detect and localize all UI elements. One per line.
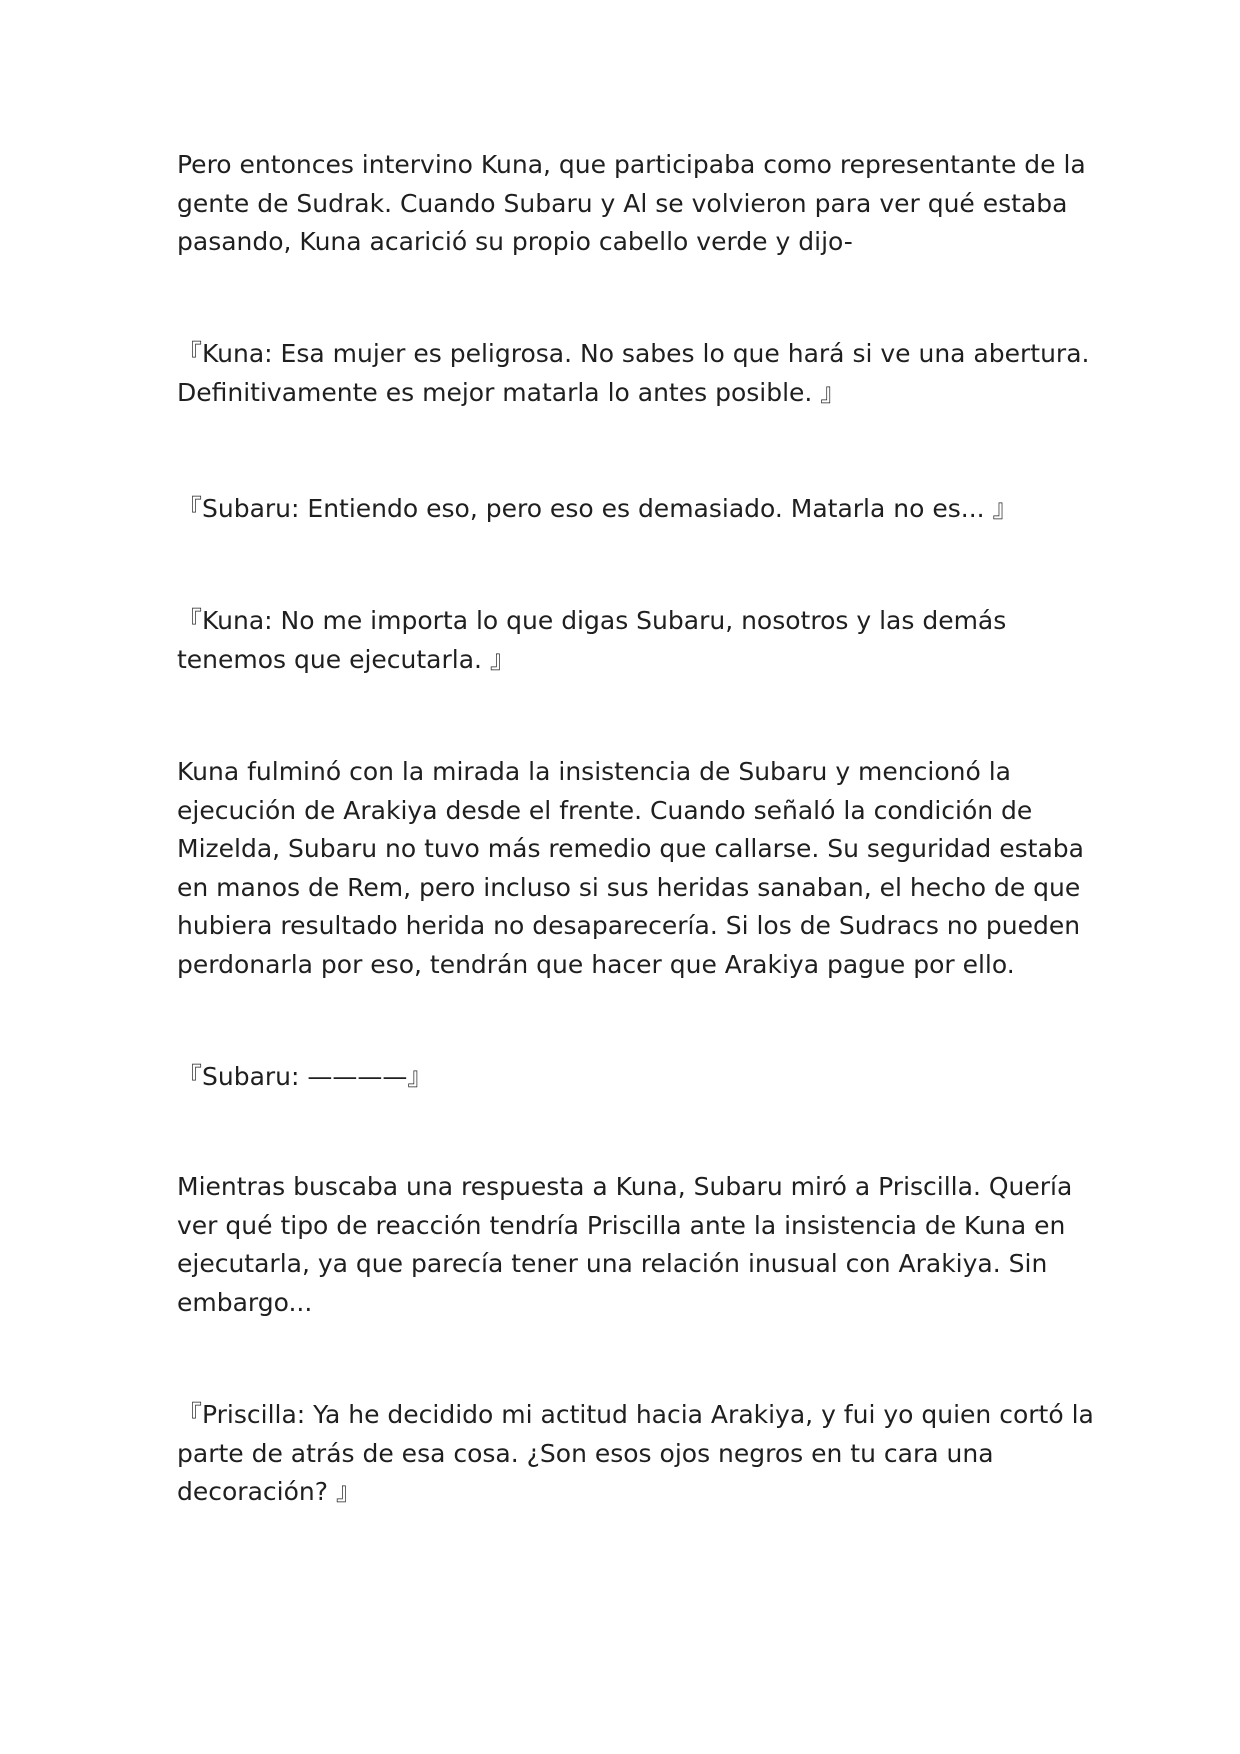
text-line: parte de atrás de esa cosa. ¿Son esos ojos negros en tu cara una	[177, 1438, 994, 1468]
dialogue-subaru-2	[177, 1058, 1077, 1097]
text-line: ejecución de Arakiya desde el frente. Cuando señaló la condición de	[177, 795, 1033, 825]
text-line: 『Kuna: Esa mujer es peligrosa. No sabes lo que hará si ve una abertura.	[177, 339, 1090, 368]
text-line: gente de Sudrak. Cuando Subaru y Al se volvieron para ver qué estaba	[177, 188, 1068, 218]
text-line: hubiera resultado herida no desaparecería. Si los de Sudracs no pueden	[177, 911, 1081, 940]
dialogue-priscilla-1	[177, 1396, 1094, 1512]
dialogue-kuna-2	[177, 602, 1077, 679]
text-line: Definitivamente es mejor matarla lo antes posible. 』	[177, 377, 846, 407]
narration-paragraph-2	[177, 753, 1084, 984]
text-line: perdonarla por eso, tendrán que hacer que Arakiya pague por ello.	[177, 949, 1015, 979]
dialogue-subaru-1	[177, 490, 1077, 529]
text-line: embargo...	[177, 1287, 313, 1317]
narration-paragraph-1	[177, 146, 1086, 262]
text-line: tenemos que ejecutarla. 』	[177, 644, 515, 674]
text-line: ejecutarla, ya que parecía tener una relación inusual con Arakiya. Sin	[177, 1249, 1048, 1278]
text-line: Kuna fulminó con la mirada la insistencia de Subaru y mencionó la	[177, 757, 1011, 786]
text-line: 『Kuna: No me importa lo que digas Subaru, nosotros y las demás	[177, 606, 1007, 635]
text-line: en manos de Rem, pero incluso si sus heridas sanaban, el hecho de que	[177, 872, 1081, 902]
text-line: Pero entonces intervino Kuna, que participaba como representante de la	[177, 150, 1086, 179]
text-line: decoración? 』	[177, 1477, 361, 1506]
narration-paragraph-3	[177, 1168, 1077, 1322]
text-line: Mientras buscaba una respuesta a Kuna, Subaru miró a Priscilla. Quería	[177, 1172, 1073, 1201]
text-line: 『Subaru: ————』	[177, 1062, 433, 1091]
text-line: 『Priscilla: Ya he decidido mi actitud hacia Arakiya, y fui yo quien cortó la	[177, 1400, 1094, 1429]
text-line: pasando, Kuna acarició su propio cabello verde y dijo-	[177, 227, 853, 256]
text-line: 『Subaru: Entiendo eso, pero eso es demasiado. Matarla no es... 』	[177, 494, 1018, 523]
text-line: ver qué tipo de reacción tendría Priscilla ante la insistencia de Kuna en	[177, 1210, 1066, 1240]
dialogue-kuna-1	[177, 335, 1090, 412]
text-line: Mizelda, Subaru no tuvo más remedio que callarse. Su seguridad estaba	[177, 834, 1084, 863]
